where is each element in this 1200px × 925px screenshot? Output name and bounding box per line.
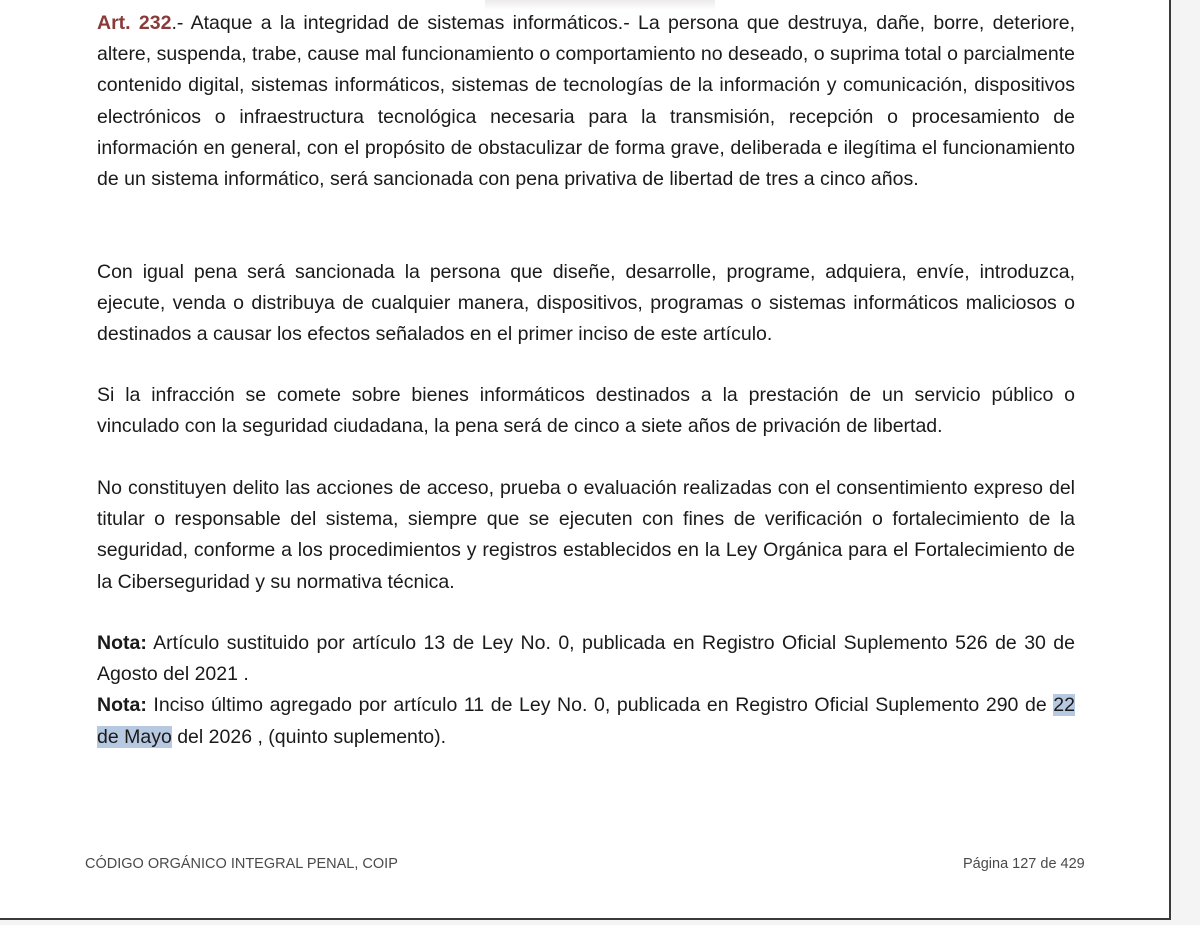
article-heading-text: .- Ataque a la integridad de sistemas informáticos.- La persona que destruya, dañe, borre, deteriore, altere, suspenda, trabe, cause mal funcionamiento o comportamiento no deseado, o suprima total o parcialmente contenido digital, sistemas informáticos, sistemas de tecnologías de la información y comunicación, dispositivos electrónicos o infraestructura tecnológica necesaria para la transmisión, recepción o procesamiento de información en general, con el propósito de obstaculizar de forma grave, deliberada e ilegítima el funcionamiento de un sistema informático, será sancionada con pena privativa de libertad de tres a cinco años.	[97, 12, 1075, 191]
article-paragraph	[97, 8, 1075, 195]
notes-block	[97, 628, 1075, 753]
note-label: Nota:	[97, 632, 147, 654]
note-label: Nota:	[97, 694, 147, 717]
selected-text[interactable]: 22 de Mayo	[97, 694, 1075, 748]
viewer-background-bottom	[0, 920, 1171, 925]
note-item	[97, 628, 1075, 690]
paragraph-third: Si la infracción se comete sobre bienes informáticos destinados a la prestación de un servicio público o vinculado con la seguridad ciudadana, la pena será de cinco a siete años de privación de libertad.	[97, 384, 1075, 438]
paragraph-second: Con igual pena será sancionada la persona que diseñe, desarrolle, programe, adquiera, envíe, introduzca, ejecute, venda o distribuya de cualquier manera, dispositivos, programas o sistemas informáticos maliciosos o destinados a causar los efectos señalados en el primer inciso de este artículo.	[97, 261, 1075, 346]
paragraph-fourth: No constituyen delito las acciones de acceso, prueba o evaluación realizadas con el consentimiento expreso del titular o responsable del sistema, siempre que se ejecuten con fines de verificación o fortalecimiento de la seguridad, conforme a los procedimientos y registros establecidos en la Ley Orgánica para el Fortalecimiento de la Ciberseguridad y su normativa técnica.	[97, 477, 1075, 593]
note-item	[97, 690, 1075, 752]
article-label: Art. 232	[97, 12, 172, 34]
viewer-background-right	[1171, 0, 1200, 925]
footer-page-indicator: Página 127 de 429	[963, 856, 1085, 872]
note-text: Artículo sustituido por artículo 13 de Ley No. 0, publicada en Registro Oficial Suplemento 526 de 30 de Agosto del 2021 .	[97, 632, 1075, 686]
note-text-after: del 2026 , (quinto suplemento).	[171, 725, 447, 748]
footer-document-title: CÓDIGO ORGÁNICO INTEGRAL PENAL, COIP	[85, 856, 398, 872]
note-text-before: Inciso último agregado por artículo 11 de Ley No. 0, publicada en Registro Oficial Suplemento 290 de	[146, 694, 1054, 717]
